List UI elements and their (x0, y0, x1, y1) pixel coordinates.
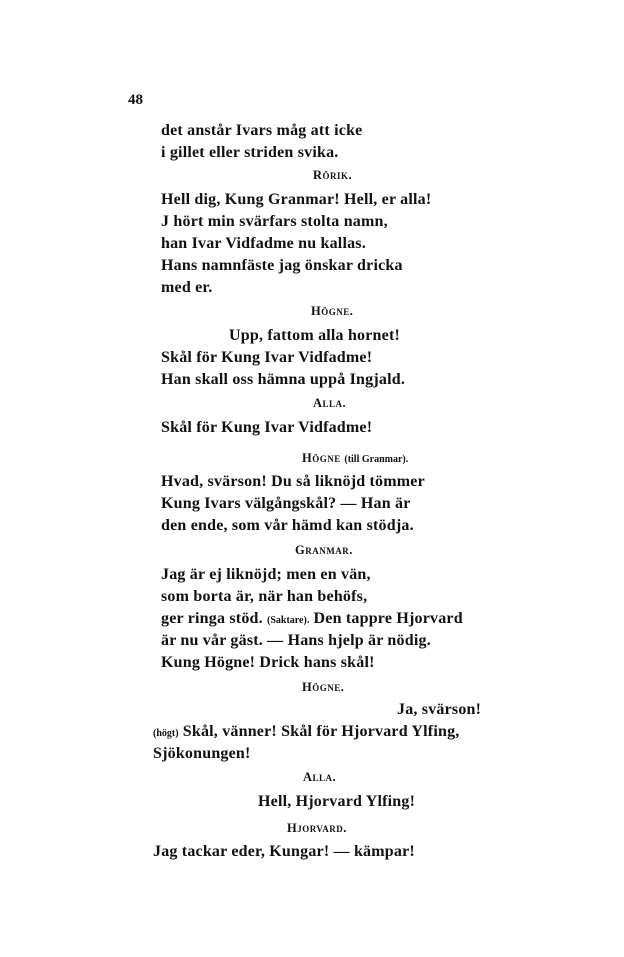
verse-text: Den tappre Hjorvard (313, 610, 463, 627)
verse-line: är nu vår gäst. — Hans hjelp är nödig. (161, 632, 431, 649)
speaker-name-rorik: Rörik. (313, 168, 353, 182)
verse-line: J hört min svärfars stolta namn, (161, 213, 388, 230)
speaker-name-granmar: Granmar. (295, 543, 353, 557)
verse-line: Jag är ej liknöjd; men en vän, (161, 566, 371, 583)
verse-line: Ja, svärson! (397, 701, 482, 718)
verse-line: som borta är, när han behöfs, (161, 588, 368, 605)
verse-line: Kung Högne! Drick hans skål! (161, 654, 375, 671)
page-number: 48 (128, 92, 143, 108)
verse-line: Upp, fattom alla hornet! (229, 327, 401, 344)
verse-line: Skål för Kung Ivar Vidfadme! (161, 419, 373, 436)
verse-line (161, 609, 463, 631)
verse-line: med er. (161, 279, 213, 296)
verse-text: Skål, vänner! Skål för Hjorvard Ylfing, (182, 723, 460, 740)
verse-line: Hvad, svärson! Du så liknöjd tömmer (161, 473, 425, 490)
verse-line: Skål för Kung Ivar Vidfadme! (161, 349, 373, 366)
speaker-name-alla: Alla. (303, 770, 337, 784)
verse-line: Jag tackar eder, Kungar! — kämpar! (153, 843, 415, 860)
verse-line: Sjökonungen! (153, 745, 251, 762)
verse-line: Hell, Hjorvard Ylfing! (258, 793, 416, 810)
speaker-name-hogne: Högne. (302, 680, 345, 694)
stage-direction: (Saktare). (267, 615, 310, 626)
verse-text: ger ringa stöd. (161, 610, 263, 627)
speaker-label: Högne (302, 451, 341, 465)
verse-line: den ende, som vår hämd kan stödja. (161, 517, 414, 534)
verse-line: i gillet eller striden svika. (161, 144, 339, 161)
speaker-name-alla: Alla. (313, 396, 347, 410)
verse-line: Hell dig, Kung Granmar! Hell, er alla! (161, 191, 432, 208)
speaker-name-hogne (302, 450, 408, 468)
verse-line (153, 722, 459, 744)
verse-line: Kung Ivars välgångskål? — Han är (161, 495, 411, 512)
stage-direction: (högt) (153, 728, 179, 739)
verse-line: Han skall oss hämna uppå Ingjald. (161, 371, 406, 388)
speaker-name-hogne: Högne. (311, 304, 354, 318)
verse-line: Hans namnfäste jag önskar dricka (161, 257, 403, 274)
verse-line: det anstår Ivars måg att icke (161, 122, 363, 139)
verse-line: han Ivar Vidfadme nu kallas. (161, 235, 366, 252)
stage-direction: (till Granmar). (344, 454, 409, 465)
speaker-name-hjorvard: Hjorvard. (287, 821, 347, 835)
